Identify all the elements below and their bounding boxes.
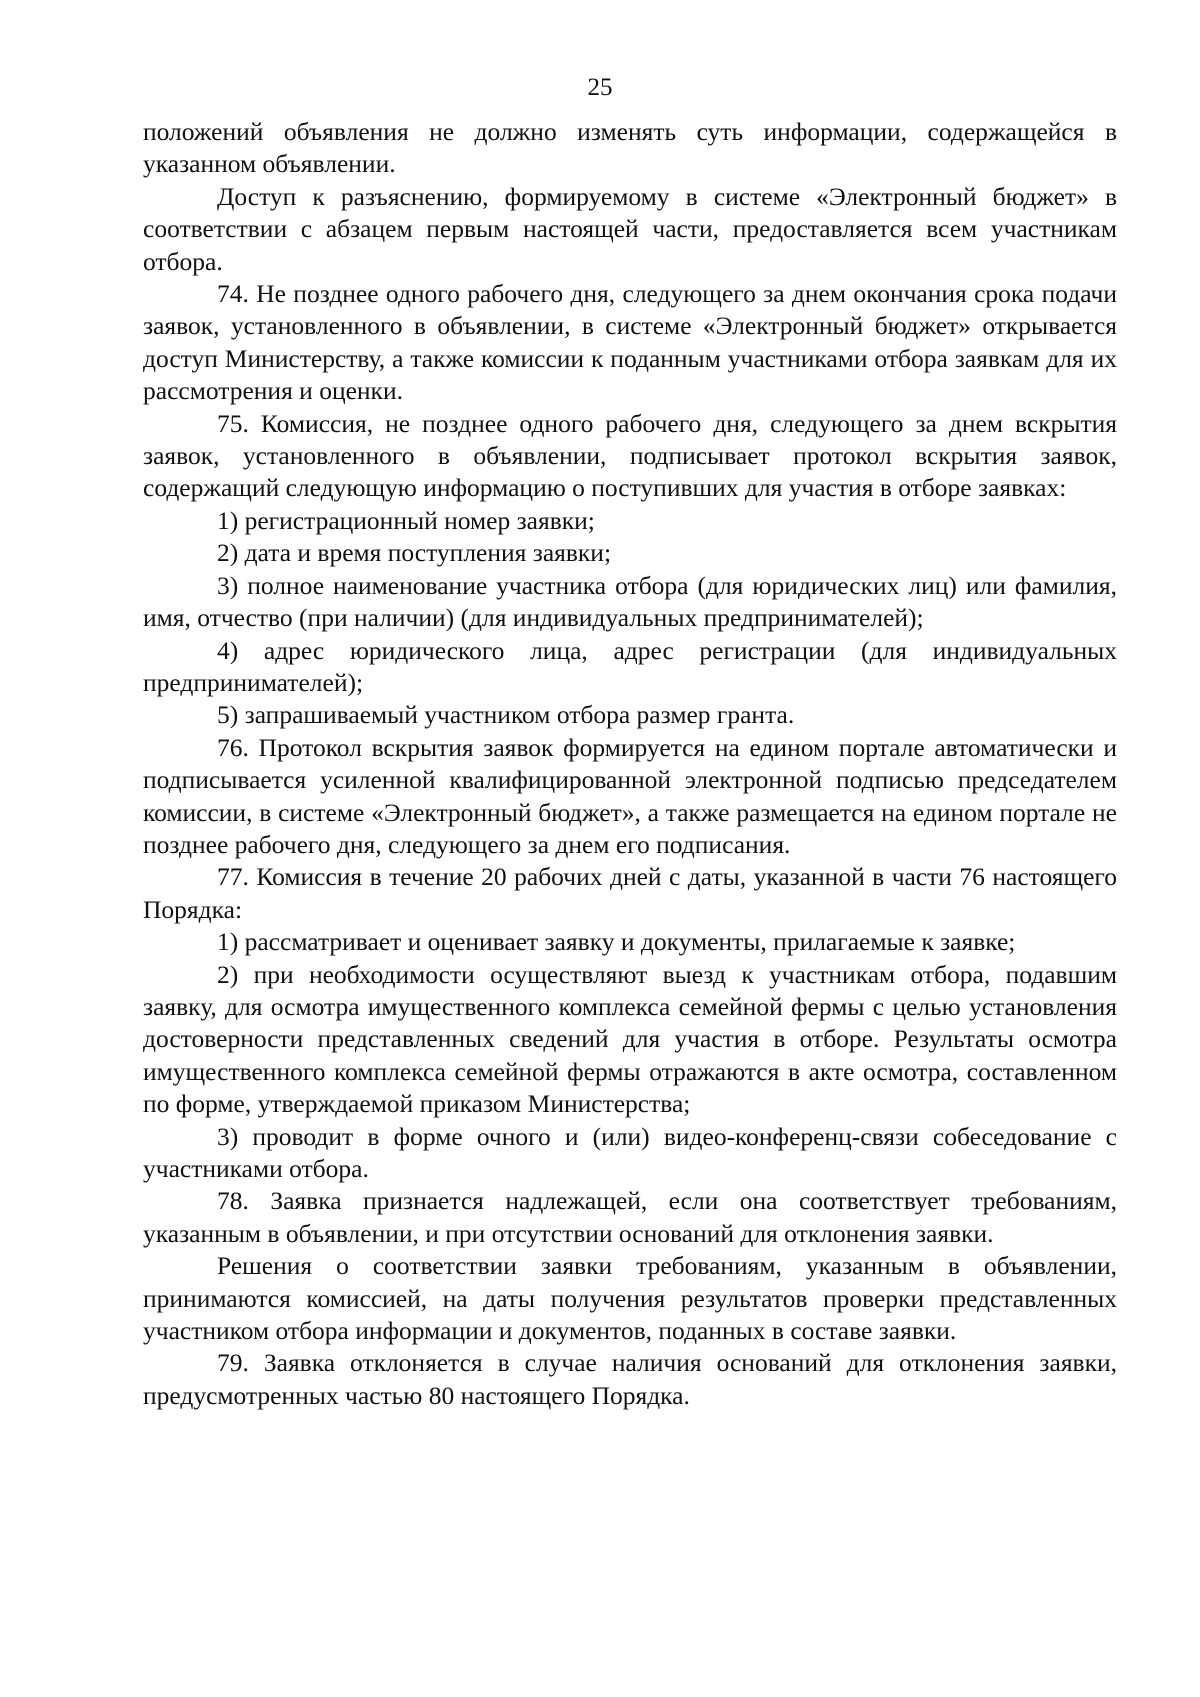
paragraph-15: Решения о соответствии заявки требованиям, указанным в объявлении, принимаются комиссией, на даты получения результатов проверки представленных участником отбора информации и документов, поданных в составе заявки. xyxy=(143,1251,1117,1346)
paragraph-1: Доступ к разъяснению, формируемому в системе «Электронный бюджет» в соответствии с абзацем первым настоящей части, предоставляется всем участникам отбора. xyxy=(143,181,1117,276)
paragraph-16: 79. Заявка отклоняется в случае наличия оснований для отклонения заявки, предусмотренных частью 80 настоящего Порядка. xyxy=(143,1348,1117,1410)
paragraph-8: 5) запрашиваемый участником отбора размер гранта. xyxy=(217,700,795,730)
paragraph-2: 74. Не позднее одного рабочего дня, следующего за днем окончания срока подачи заявок, установленного в объявлении, в системе «Электронный бюджет» открывается доступ Министерству, а также комиссии к поданным участниками отбора заявкам для их рассмотрения и оценки. xyxy=(143,279,1117,406)
paragraph-10: 77. Комиссия в течение 20 рабочих дней с даты, указанной в части 76 настоящего Порядка: xyxy=(143,862,1117,924)
paragraph-0: положений объявления не должно изменять суть информации, содержащейся в указанном объявлении. xyxy=(143,117,1117,179)
paragraph-11: 1) рассматривает и оценивает заявку и документы, прилагаемые к заявке; xyxy=(217,927,1016,957)
paragraph-13: 3) проводит в форме очного и (или) видео-конференц-связи собеседование с участниками отбора. xyxy=(143,1121,1117,1183)
paragraph-9: 76. Протокол вскрытия заявок формируется на едином портале автоматически и подписывается усиленной квалифицированной электронной подписью председателем комиссии, в системе «Электронный бюджет», а также размещается на едином портале не позднее рабочего дня, следующего за днем его подписания. xyxy=(143,732,1117,859)
paragraph-4: 1) регистрационный номер заявки; xyxy=(217,505,595,535)
page-number: 25 xyxy=(587,74,613,101)
paragraph-3: 75. Комиссия, не позднее одного рабочего дня, следующего за днем вскрытия заявок, установленного в объявлении, подписывает протокол вскрытия заявок, содержащий следующую информацию о поступивших для участия в отборе заявках: xyxy=(143,408,1117,503)
document-body xyxy=(143,116,1117,1412)
paragraph-5: 2) дата и время поступления заявки; xyxy=(217,538,612,568)
paragraph-12: 2) при необходимости осуществляют выезд к участникам отбора, подавшим заявку, для осмотра имущественного комплекса семейной фермы с целью установления достоверности представленных сведений для участия в отборе. Результаты осмотра имущественного комплекса семейной фермы отражаются в акте осмотра, составленном по форме, утверждаемой приказом Министерства; xyxy=(143,959,1117,1119)
paragraph-7: 4) адрес юридического лица, адрес регистрации (для индивидуальных предпринимателей); xyxy=(143,635,1117,697)
paragraph-6: 3) полное наименование участника отбора (для юридических лиц) или фамилия, имя, отчество (при наличии) (для индивидуальных предпринимателей); xyxy=(143,570,1117,633)
paragraph-14: 78. Заявка признается надлежащей, если она соответствует требованиям, указанным в объявлении, и при отсутствии оснований для отклонения заявки. xyxy=(143,1186,1117,1248)
